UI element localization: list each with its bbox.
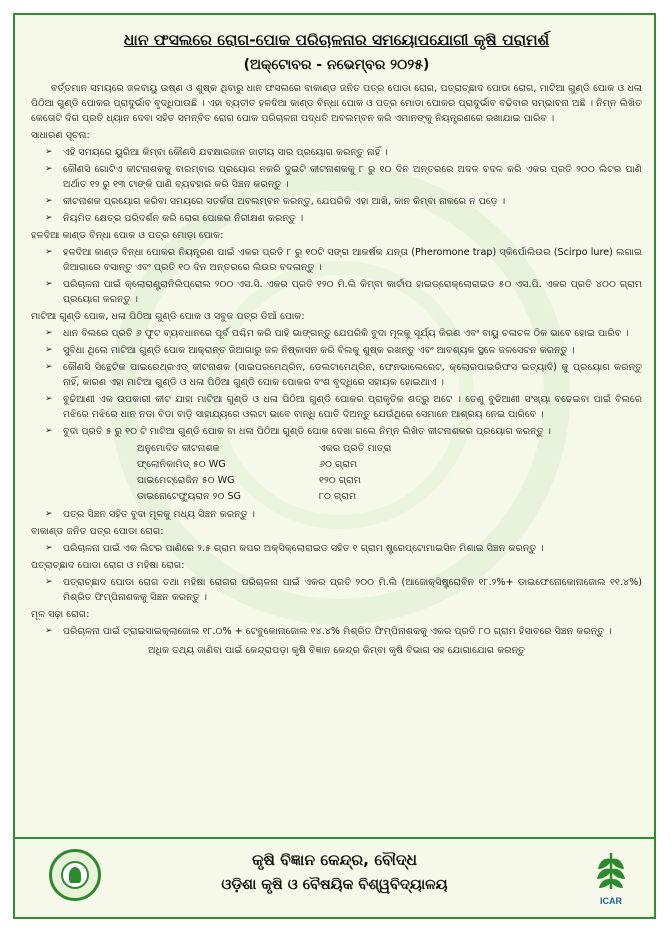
- list-item: [31, 326, 642, 341]
- bullet-list: [31, 507, 642, 522]
- section-heading: ସାଧାରଣ ସୂଚନା:: [31, 130, 90, 141]
- list-item: [31, 245, 642, 275]
- table-header-cell: ଏକର ପ୍ରତି ମାତ୍ରା: [319, 443, 392, 454]
- arrow-bullet-icon: ➢: [45, 247, 53, 257]
- bullet-list: [31, 145, 642, 226]
- arrow-bullet-icon: ➢: [45, 543, 53, 553]
- list-item-text: କୌଣସି ଗୋଟିଏ କୀଟନାଶକକୁ ବାରମ୍ବାର ପ୍ରୟୋଗ ନକରି ଦୁଇଟି କୀଟନାଶକକୁ ୮ ରୁ ୧୦ ଦିନ ଅନ୍ତରରେ ଅଦଳ ବଦଳ କରି ଏକର ପ୍ରତି ୨୦୦ ଲିଟର ପାଣି ଅର୍ଥାତ ୧୨ ରୁ ୧୩ ଟାଙ୍କି ପାଣି ବ୍ୟବହାର କରି ସିଞ୍ଚନ କରନ୍ତୁ ।: [63, 164, 642, 190]
- section-heading: ପତ୍ରାଚ୍ଛାଦ ପୋଡା ରୋଗ ଓ ମହିଷା ରୋଗ:: [31, 560, 185, 571]
- university-emblem-icon: [49, 849, 101, 901]
- section-heading: ବାକାଣ୍ଡ ଜନିତ ପତ୍ର ପୋଡା ରୋଗ:: [31, 526, 164, 537]
- list-item-text: ହଳଦିଆ କାଣ୍ଡ ବିନ୍ଧା ପୋକର ନିୟନ୍ତ୍ରଣ ପାଇଁ ଏକର ପ୍ରତି ୮ ରୁ ୧୦ଟି ସଙ୍ଗ ଆକର୍ଷକ ଯନ୍ତା (Pheromone trap) ସ୍କିର୍ପୋଲିଉର (Scirpo lure) ଲଗାଇ ଜିଆଗାରେ ବସାନ୍ତୁ ଏବଂ ପ୍ରତି ୧୦ ଦିନ ଅନ୍ତରରେ ଲିଉର ବଦଳାନ୍ତୁ ।: [63, 247, 642, 273]
- list-item: [31, 211, 642, 226]
- intro-paragraph: ବର୍ତ୍ତମାନ ସମୟରେ ଜଳବାୟୁ ଉଷ୍ଣ ଓ ଶୁଷ୍କ ଥିବାରୁ ଧାନ ଫସଲରେ ବାକାଣ୍ଡ ଜନିତ ପତ୍ର ପୋଡା ରୋଗ, ପତ୍ରାଚ୍ଛାଦ ପୋଡା ରୋଗ, ମାଟିଆ ଗୁଣ୍ଡି ପୋକ ଓ ଧଳା ପିଠିଆ ଗୁଣ୍ଡି ପୋକର ପ୍ରାଦୁର୍ଭାବ ବୃଦ୍ଧିପାଉଛି । ଏହା ବ୍ୟତୀତ ହଳଦିଆ କାଣ୍ଡ ବିନ୍ଧା ପୋକ ଓ ପତ୍ର ମୋଡା ପୋକର ପ୍ରାଦୁର୍ଭାବ ବଢିବାର ସମ୍ଭାବନା ଅଛି । ନିମ୍ନ ଲିଖିତ କେତୋଟି ଦିଗ ପ୍ରତି ଧ୍ୟାନ ଦେବା ସହିତ ସମନ୍ବିତ ରୋଗ ପୋକ ପରିଚାଳନା ପଦ୍ଧତି ଅବଲମ୍ବନ କରି ଏମାନଙ୍କୁ ନିୟନ୍ତ୍ରଣରେ ରଖାଯାଇ ପାରିବ ।: [31, 83, 642, 124]
- list-item-text: ପତ୍ରାଚ୍ଛାଦ ପୋଡା ରୋଗ ତଥା ମହିଷା ରୋଗର ପରିଚାଳନା ପାଇଁ ଏକର ପ୍ରତି ୨୦୦ ମି.ଲି (ଆଜୋକ୍ସିଷ୍ଟ୍ରୋବିନ ୧୮.୨%+ ଡାଇଫେନୋକୋନାଜୋଲ ୧୧.୪%) ମିଶ୍ରିତ ଫିମ୍ପିନାଶକକୁ ସିଞ୍ଚନ କରନ୍ତୁ ।: [63, 577, 642, 603]
- table-row: [137, 457, 391, 473]
- list-item-text: ପରିଚାଳନା ପାଇଁ ଏକ ଲିଟର ପାଣିରେ ୨.୫ ଗ୍ରାମ କପର ଅକ୍ସିକ୍ଲୋରାଇଡ ସହିତ ୧ ଗ୍ରାମ ଷ୍ଟ୍ରେପ୍ଟୋମାଇସିନ ମିଶାଇ ସିଞ୍ଚନ କରନ୍ତୁ ।: [63, 543, 544, 554]
- footer-university-name: ଓଡ଼ିଶା କୃଷି ଓ ବୈଷୟିକ ବିଶ୍ୱବିଦ୍ୟାଳୟ: [221, 877, 448, 893]
- list-item-text: ବୁଦା ପ୍ରତି ୫ ରୁ ୧୦ ଟି ମାଟିଆ ଗୁଣ୍ଡି ପୋକ ବା ଧଳା ପିଠିଆ ଗୁଣ୍ଡି ପୋକ ଦେଖା ଗଲେ ନିମ୍ନ ଲିଖିତ କୀଟନାଶକର ପ୍ରୟୋଗ କରନ୍ତୁ ।: [63, 426, 551, 437]
- arrow-bullet-icon: ➢: [45, 328, 53, 338]
- footer-kvk-name: କୃଷି ବିଜ୍ଞାନ କେନ୍ଦ୍ର, ବୌଦ୍ଧ: [252, 851, 417, 869]
- table-cell: ୧୨୦ ଗ୍ରାମ: [319, 475, 361, 486]
- table-cell: ପାଇମେଟ୍ରୋଜିନ ୫୦ WG: [137, 475, 235, 486]
- table-header-row: [137, 441, 391, 457]
- list-item: [31, 194, 642, 209]
- list-item: [31, 392, 642, 422]
- list-item: [31, 145, 642, 160]
- sections-container: [31, 128, 642, 639]
- list-item-text: ସୁବିଧା ଥିଲେ ମାଟିଆ ଗୁଣ୍ଡି ପୋକ ଆକ୍ରାନ୍ତ ଜିଆଗାରୁ ଜଳ ନିଷ୍କାସନ କରି ବିଲକୁ ଶୁଷ୍କ ରଖନ୍ତୁ ଏବଂ ଆବଶ୍ୟକ ସ୍ଥଳେ ଜଳସେଚନ କରନ୍ତୁ ।: [63, 345, 575, 356]
- advisory-page: [13, 13, 656, 919]
- arrow-bullet-icon: ➢: [45, 196, 53, 206]
- arrow-bullet-icon: ➢: [45, 509, 53, 519]
- table-cell: ୮୦ ଗ୍ରାମ: [319, 491, 357, 502]
- arrow-bullet-icon: ➢: [45, 147, 53, 157]
- insecticide-dose-table: [137, 441, 391, 505]
- arrow-bullet-icon: ➢: [45, 394, 53, 404]
- arrow-bullet-icon: ➢: [45, 279, 53, 289]
- list-item-text: ବୁଢିଆଣୀ ଏକ ଉପକାରୀ କୀଟ ଯାହା ମାଟିଆ ଗୁଣ୍ଡି ଓ ଧଳା ପିଠିଆ ଗୁଣ୍ଡି ପୋକର ପ୍ରାକୃତିକ ଶତ୍ରୁ ଅଟେ । ତେଣୁ ବୁଢିଆଣୀ ସଂଖ୍ୟା ବଢେଇବା ପାଇଁ ବିଲରେ ମଝିରେ ମଝିରେ ଧାନ ନଡା ବିଡା ବାଡ଼ି ସାହାଯ୍ୟରେ ଓଲଟା ଭାବେ ବାନ୍ଧି ପୋତି ଦିଅନ୍ତୁ ଯେଉଁଥିରେ ସେମାନେ ଆଶ୍ରୟ ନେଇ ପାରିବେ ।: [63, 394, 642, 420]
- list-item-text: ପତ୍ର ସିଞ୍ଚନ ସହିତ ବୁଦା ମୂଳକୁ ମଧ୍ୟ ସିଞ୍ଚନ କରନ୍ତୁ ।: [63, 509, 255, 520]
- page-title: ଧାନ ଫସଲରେ ରୋଗ-ପୋକ ପରିଚାଳନାର ସମୟୋପଯୋଗୀ କୃଷି ପରାମର୍ଶ: [123, 31, 550, 49]
- arrow-bullet-icon: ➢: [45, 577, 53, 587]
- list-item-text: ନିୟମିତ କ୍ଷେତ୍ର ପରିଦର୍ଶନ କରି ରୋଗ ପୋକର ନିରୀକ୍ଷଣ କରନ୍ତୁ ।: [63, 213, 304, 224]
- table-row: [137, 473, 391, 489]
- bullet-list: [31, 624, 642, 639]
- list-item-text: ପରିଚାଳନା ପାଇଁ ଟ୍ରାଇସାଇକ୍ଲାଜୋଲ ୧୮.୦% + ଟେବୁକୋନାଜୋଲ ୧୪.୪% ମିଶ୍ରିତ ଫିମ୍ପିନାଶକକୁ ଏକର ପ୍ରତି ୮୦ ଗ୍ରାମ ହିସାବରେ ସିଞ୍ଚନ କରନ୍ତୁ ।: [63, 626, 612, 637]
- section-heading: ହଳଦିଆ କାଣ୍ଡ ବିନ୍ଧା ପୋକ ଓ ପତ୍ର ମୋଡ଼ା ପୋକ:: [31, 230, 224, 241]
- icar-logo-icon: [590, 847, 632, 909]
- table-row: [137, 489, 391, 505]
- arrow-bullet-icon: ➢: [45, 426, 53, 436]
- bullet-list: [31, 245, 642, 307]
- list-item: [31, 624, 642, 639]
- arrow-bullet-icon: ➢: [45, 213, 53, 223]
- bullet-list: [31, 541, 642, 556]
- list-item: [31, 162, 642, 192]
- list-item: [31, 541, 642, 556]
- footer: [15, 837, 654, 917]
- arrow-bullet-icon: ➢: [45, 362, 53, 372]
- page-subtitle: (ଅକ୍ଟୋବର - ନଭେମ୍ବର ୨୦୨୫): [243, 57, 430, 73]
- list-item-text: କୌଣସି ସିନ୍ଥେଟିକ ପାଇରେଥ୍ରଏଡ୍ କୀଟନାଶକ (ସାଇପରମେଥ୍ରିନ, ଡେଲଟାମେଥ୍ରିନ, ଫେନଭାଲେରେଟ, କ୍ଲୋରପାଇରିଫସ ଇତ୍ୟାଦି) କୁ ପ୍ରୟୋଗ କରନ୍ତୁ ନାହିଁ, କାରଣ ଏହା ମାଟିଆ ଗୁଣ୍ଡି ଓ ଧଳା ପିଠିଆ ଗୁଣ୍ଡି ପୋକ ପୋକର ବଂଶ ବୃଦ୍ଧିରେ ସହାୟକ ହୋଇଥାଏ ।: [63, 362, 642, 388]
- list-item: [31, 343, 642, 358]
- section-heading: ମାଟିଆ ଗୁଣ୍ଡି ପୋକ, ଧଳା ପିଠିଆ ଗୁଣ୍ଡି ପୋକ ଓ ସବୁଜ ପତ୍ର ଡିଆଁ ପୋକ:: [31, 311, 305, 322]
- table-cell: ୬୦ ଗ୍ରାମ: [319, 459, 358, 470]
- section-heading: ମୂଳ ସଢ଼ା ରୋଗ:: [31, 609, 90, 620]
- list-item: [31, 360, 642, 390]
- list-item: [31, 575, 642, 605]
- icar-logo-text: ICAR: [600, 896, 622, 906]
- bullet-list: [31, 326, 642, 439]
- bullet-list: [31, 575, 642, 605]
- arrow-bullet-icon: ➢: [45, 345, 53, 355]
- list-item: [31, 277, 642, 307]
- table-cell: ଫ୍ଲୋନିକାମିଡ୍ ୫୦ WG: [137, 459, 226, 470]
- list-item-text: ଏହି ସମୟରେ ୟୁରିଆ କିମ୍ବା କୌଣସି ଯବକ୍ଷାରଜାନ ଜାତୀୟ ସାର ପ୍ରୟୋଗ କରନ୍ତୁ ନାହିଁ ।: [63, 147, 388, 158]
- arrow-bullet-icon: ➢: [45, 164, 53, 174]
- arrow-bullet-icon: ➢: [45, 626, 53, 636]
- list-item-text: ପରିଚାଳନା ପାଇଁ କ୍ଲୋରାଣ୍ଟ୍ରାନିଲିପ୍ରୋଲ ୨୦୦ ଏସ.ସି. ଏକର ପ୍ରତି ୧୨୦ ମି.ଲି କିମ୍ବା କାର୍ଟାପ ହାଇଡ୍ରୋକ୍ଲୋରାଇଡ ୫୦ ଏସ.ପି. ଏକର ପ୍ରତି ୪୦୦ ଗ୍ରାମ ପ୍ରୟୋଗ କରନ୍ତୁ ।: [63, 279, 642, 305]
- footer-text: [125, 847, 544, 897]
- closing-note: ଅଧିକ ତଥ୍ୟ ଜାଣିବା ପାଇଁ କେନ୍ଦ୍ରାପଡ଼ା କୃଷି ବିଜ୍ଞାନ କେନ୍ଦ୍ର କିମ୍ବା କୃଷି ବିଭାଗ ସହ ଯୋଗାଯୋଗ କରନ୍ତୁ: [147, 645, 526, 656]
- list-item: [31, 507, 642, 522]
- table-cell: ଡାଇନୋଟେଫ୍ୟୁରାନ ୨୦ SG: [137, 491, 241, 502]
- table-header-cell: ଅନୁମୋଦିତ କୀଟନାଶକ: [137, 443, 220, 454]
- list-item: [31, 424, 642, 439]
- list-item-text: ଧାନ ବିଲରେ ପ୍ରତି ୬ ଫୁଟ ବ୍ୟବଧାନରେ ପୂର୍ବ ପଶ୍ଚିମ କରି ପାହି ଭାଙ୍ଗନ୍ତୁ ଯେପରିକି ବୁଦା ମୂଳକୁ ସୂର୍ଯ୍ୟ କିରଣ ଏବଂ ବାୟୁ ଚଳାଚଳ ଠିକ ଭାବେ ହୋଇ ପାରିବ ।: [63, 328, 629, 339]
- advisory-content: [31, 29, 642, 658]
- list-item-text: କୀଟନାଶକ ପ୍ରୟୋଗ କରିବା ସମୟରେ ସତର୍କତା ଅବଲମ୍ବନ କରନ୍ତୁ, ଯେପରିକି ଏହା ଆଖି, କାନ କିମ୍ବା ନାକରେ ନ ପଡ଼େ ।: [63, 196, 506, 207]
